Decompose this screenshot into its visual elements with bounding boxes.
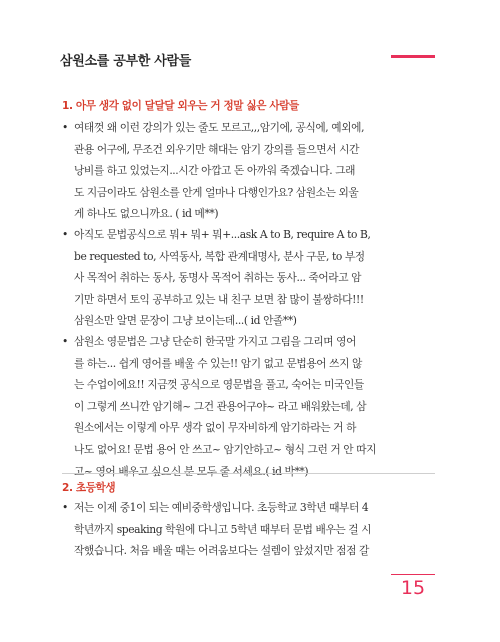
bullet-icon: • [62, 335, 68, 348]
item-line: 작했습니다. 처음 배울 때는 어려움보다는 설렘이 앞섰지만 점점 갈 [74, 544, 369, 558]
item-line: 를 하는... 쉽게 영어를 배울 수 있는!! 암기 없고 문법용어 쓰지 않 [74, 356, 362, 370]
item-line: be requested to, 사역동사, 복합 관계대명사, 분사 구문, to 부정 [74, 249, 365, 263]
item-line: 고~ 영어 배우고 싶으신 분 모두 줄 서세요.( id 박**) [74, 464, 309, 478]
item-line: 이 그렇게 쓰니깐 암기해~ 그건 관용어구야~ 라고 배워왔는데, 삼 [74, 399, 367, 413]
item-line: 여태껏 왜 이런 강의가 있는 줄도 모르고,,,암기에, 공식에, 예외에, [74, 121, 365, 134]
item-line: 아직도 문법공식으로 뭐+ 뭐+ 뭐+...ask A to B, require A to B, [74, 228, 371, 241]
item-line: 게 하나도 없으니까요. ( id 메**) [74, 207, 219, 221]
top-accent-bar [391, 55, 435, 58]
item-line: 저는 이제 중1이 되는 예비중학생입니다. 초등학교 3학년 때부터 4 [74, 501, 369, 514]
page-title: 삼원소를 공부한 사람들 [60, 54, 192, 69]
list-item [62, 497, 440, 562]
section-divider [62, 473, 435, 474]
item-line: 사 목적어 취하는 동사, 동명사 목적어 취하는 동사... 죽어라고 암 [74, 271, 362, 285]
item-line: 낭비를 하고 있었는지...시간 아깝고 돈 아까워 죽겠습니다. 그래 [74, 164, 356, 178]
page-number: 15 [400, 577, 426, 599]
item-line: 기만 하면서 토익 공부하고 있는 내 친구 보면 참 많이 불쌍하다!!! [74, 292, 364, 306]
list-item [62, 224, 440, 332]
bullet-icon: • [62, 228, 68, 241]
item-line: 도 지금이라도 삼원소를 안게 얼마나 다행인가요? 삼원소는 외울 [74, 185, 359, 199]
item-line: 는 수업이에요!! 지금껏 공식으로 영문법을 풀고, 숙어는 미국인들 [74, 378, 364, 392]
list-item [62, 331, 440, 482]
item-line: 관용 어구에, 무조건 외우기만 해대는 암기 강의를 들으면서 시간 [74, 142, 360, 156]
item-line: 삼원소 영문법은 그냥 단순히 한국말 가지고 그림을 그리며 영어 [74, 335, 357, 348]
item-line: 원소에서는 이렇게 아무 생각 없이 무자비하게 암기하라는 거 하 [74, 421, 357, 435]
bullet-icon: • [62, 121, 68, 134]
item-line: 삼원소만 알면 문장이 그냥 보이는데...( id 안졸**) [74, 314, 297, 328]
section-heading-1: 1. 아무 생각 없이 달달달 외우는 거 정말 싫은 사람들 [62, 100, 299, 112]
item-line: 학년까지 speaking 학원에 다니고 5학년 때부터 문법 배우는 걸 시 [74, 522, 372, 536]
footer-rule [391, 574, 435, 575]
bullet-icon: • [62, 501, 68, 514]
item-line: 나도 없어요! 문법 용어 안 쓰고~ 암기안하고~ 형식 그런 거 안 따지 [74, 442, 377, 456]
list-item [62, 117, 440, 225]
section-heading-2: 2. 초등학생 [62, 482, 116, 494]
